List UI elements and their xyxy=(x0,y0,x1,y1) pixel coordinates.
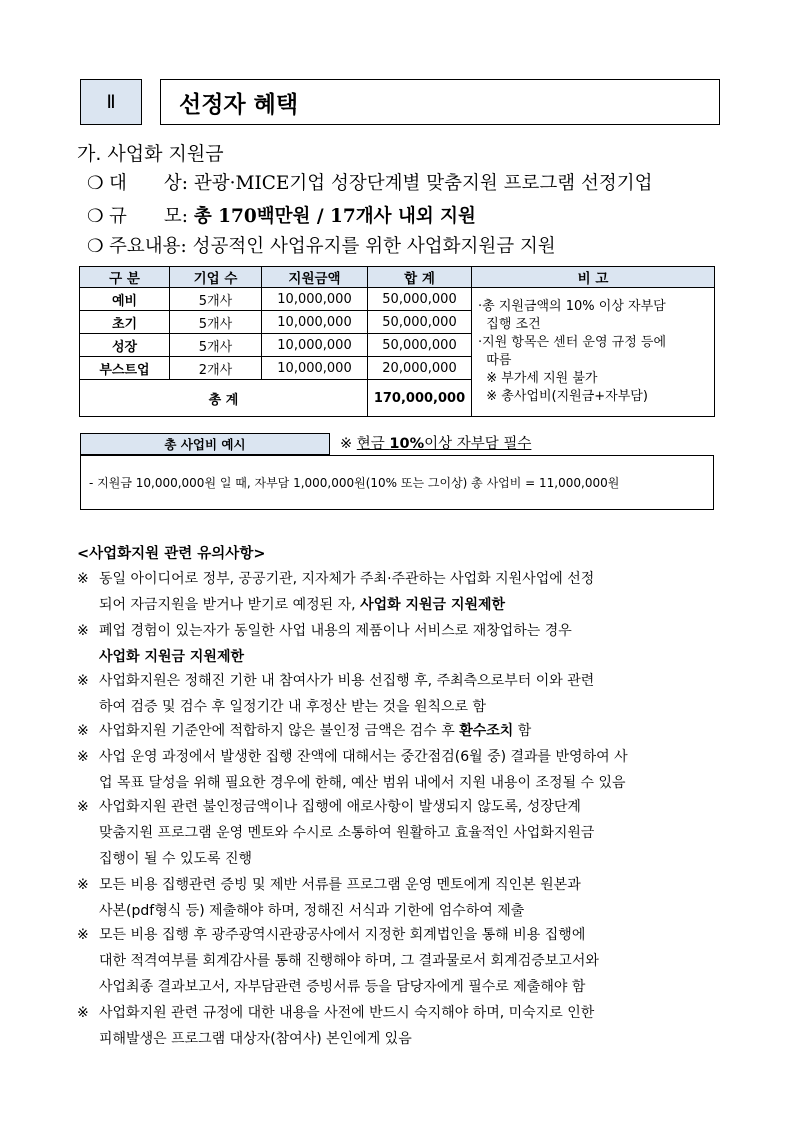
caution-item: ※ 사업 운영 과정에서 발생한 집행 잔액에 대해서는 중간점검(6월 중) 결과를 반영하여 사 업 목표 달성을 위해 필요한 경우에 한해, 예산 범위 내에서 지원 내용이 조정될 수 있음 xyxy=(77,749,628,791)
bullet-label: 주요내용: xyxy=(109,236,187,257)
note-line: 집행 조건 xyxy=(478,317,541,332)
caution-item: ※ 사업화지원은 정해진 기한 내 참여사가 비용 선집행 후, 주최측으로부터 이와 관련 하여 검증 및 검수 후 일정기간 내 후정산 받는 것을 원칙으로 함 xyxy=(77,673,595,715)
note-text: 현금 10%이상 자부담 필수 xyxy=(356,436,532,452)
table-total-value: 170,000,000 xyxy=(368,380,472,417)
table-cell-sum: 50,000,000 xyxy=(368,311,472,334)
table-notes xyxy=(472,288,715,417)
example-label: 총 사업비 예시 xyxy=(80,433,330,455)
table-cell-category: 성장 xyxy=(80,334,170,357)
caution-title: <사업화지원 관련 유의사항> xyxy=(77,546,266,562)
table-cell-sum: 20,000,000 xyxy=(368,357,472,380)
table-cell-sum: 50,000,000 xyxy=(368,288,472,311)
caution-item: ※ 사업화지원 관련 불인정금액이나 집행에 애로사항이 발생되지 않도록, 성장단계 맞춤지원 프로그램 운영 멘토와 수시로 소통하여 원활하고 효율적인 사업화지원금 집행이 될 수 있도록 진행 xyxy=(77,799,595,867)
note-line: ※ 총사업비(지원금+자부담) xyxy=(478,389,648,404)
table-cell-count: 5개사 xyxy=(170,334,262,357)
table-row xyxy=(80,288,715,311)
funding-table xyxy=(79,266,715,417)
bullet-marker: ❍ xyxy=(87,206,104,227)
note-line: ·총 지원금액의 10% 이상 자부담 xyxy=(478,299,666,314)
table-cell-amount: 10,000,000 xyxy=(262,334,368,357)
bullet-text: 관광·MICE기업 성장단계별 맞춤지원 프로그램 선정기업 xyxy=(193,173,653,194)
caution-item: ※ 모든 비용 집행 후 광주광역시관광공사에서 지정한 회계법인을 통해 비용 집행에 대한 적격여부를 회계감사를 통해 진행해야 하며, 그 결과물로서 회계검증보고서와 사업최종 결과보고서, 자부담관련 증빙서류 등을 담당자에게 필수로 제출해야 함 xyxy=(77,927,599,995)
table-cell-category: 부스트업 xyxy=(80,357,170,380)
caution-item: ※ 모든 비용 집행관련 증빙 및 제반 서류를 프로그램 운영 멘토에게 직인본 원본과 사본(pdf형식 등) 제출해야 하며, 정해진 서식과 기한에 엄수하여 제출 xyxy=(77,877,581,919)
caution-item: ※ 동일 아이디어로 정부, 공공기관, 지자체가 주최·주관하는 사업화 지원사업에 선정 되어 자금지원을 받거나 받기로 예정된 자, 사업화 지원금 지원제한 xyxy=(77,571,595,613)
section-number: Ⅱ xyxy=(80,79,142,125)
table-cell-category: 초기 xyxy=(80,311,170,334)
example-box xyxy=(80,455,714,510)
table-header: 합 계 xyxy=(368,267,472,288)
bullet-target xyxy=(87,169,652,195)
table-header: 구 분 xyxy=(80,267,170,288)
bullet-content xyxy=(87,232,556,258)
table-cell-amount: 10,000,000 xyxy=(262,357,368,380)
note-line: ※ 부가세 지원 불가 xyxy=(478,371,598,386)
section-title: 선정자 혜택 xyxy=(160,79,720,125)
table-cell-count: 5개사 xyxy=(170,288,262,311)
note-mark: ※ xyxy=(340,436,357,452)
bullet-label: 규 모: xyxy=(109,206,188,227)
bullet-text: 총 170백만원 / 17개사 내외 지원 xyxy=(193,206,476,227)
caution-item: ※ 사업화지원 관련 규정에 대한 내용을 사전에 반드시 숙지해야 하며, 미숙지로 인한 피해발생은 프로그램 대상자(참여사) 본인에게 있음 xyxy=(77,1005,595,1047)
bullet-marker: ❍ xyxy=(87,236,104,257)
table-cell-count: 2개사 xyxy=(170,357,262,380)
table-total-label: 총 계 xyxy=(80,380,368,417)
example-note xyxy=(340,432,531,453)
table-cell-amount: 10,000,000 xyxy=(262,311,368,334)
table-header-row xyxy=(80,267,715,288)
table-cell-amount: 10,000,000 xyxy=(262,288,368,311)
note-line: ·지원 항목은 센터 운영 규정 등에 xyxy=(478,335,667,350)
table-cell-count: 5개사 xyxy=(170,311,262,334)
note-line: 따름 xyxy=(478,353,512,368)
bullet-label: 대 상: xyxy=(109,173,188,194)
bullet-text: 성공적인 사업유지를 위한 사업화지원금 지원 xyxy=(192,236,556,257)
caution-item: ※ 폐업 경험이 있는자가 동일한 사업 내용의 제품이나 서비스로 재창업하는 경우 사업화 지원금 지원제한 xyxy=(77,623,572,665)
table-cell-sum: 50,000,000 xyxy=(368,334,472,357)
subsection-heading: 가. 사업화 지원금 xyxy=(77,143,224,165)
table-header: 지원금액 xyxy=(262,267,368,288)
bullet-scale xyxy=(87,202,476,228)
example-text: - 지원금 10,000,000원 일 때, 자부담 1,000,000원(10% 또는 그이상) 총 사업비 = 11,000,000원 xyxy=(89,476,620,490)
table-header: 비 고 xyxy=(472,267,715,288)
bullet-marker: ❍ xyxy=(87,173,104,194)
caution-item: ※ 사업화지원 기준안에 적합하지 않은 불인정 금액은 검수 후 환수조치 함 xyxy=(77,723,532,739)
table-cell-category: 예비 xyxy=(80,288,170,311)
table-header: 기업 수 xyxy=(170,267,262,288)
